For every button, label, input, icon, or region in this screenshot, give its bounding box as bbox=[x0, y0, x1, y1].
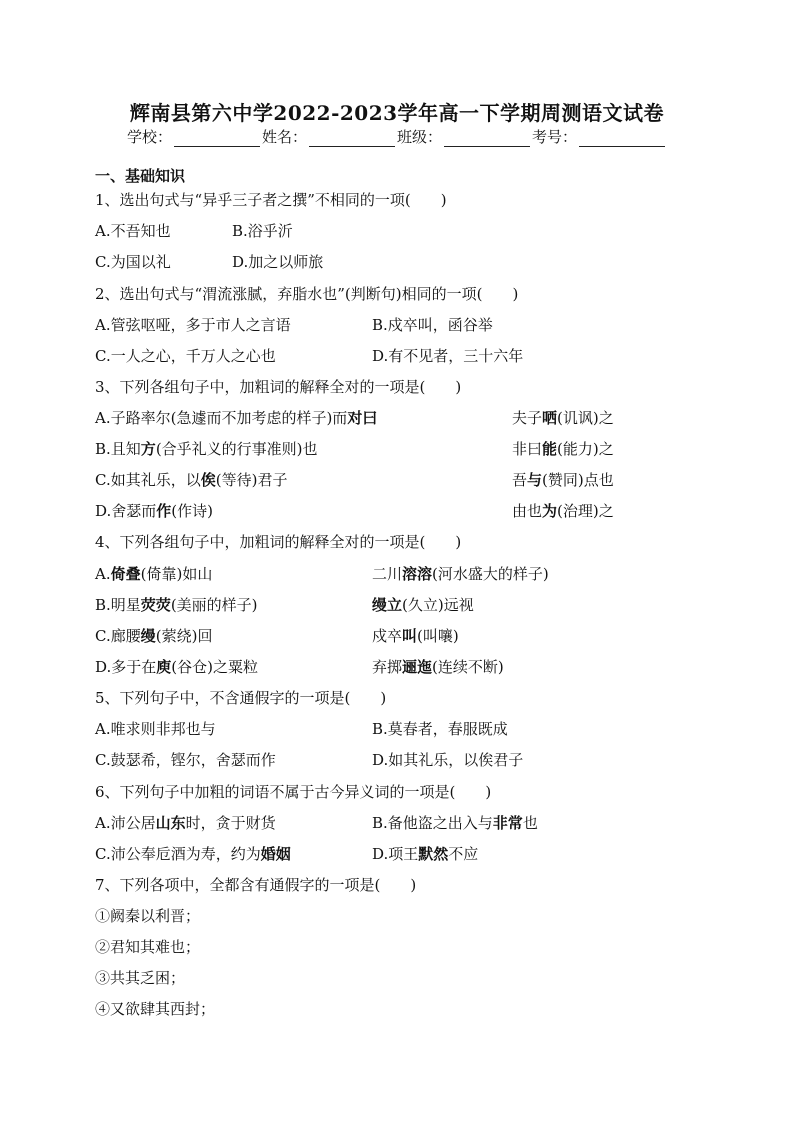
exam-number-label: 考号： bbox=[532, 128, 578, 146]
q4-c-right-bold: 叫 bbox=[402, 627, 418, 645]
q6-option-a bbox=[95, 814, 276, 832]
q4-option-c bbox=[95, 625, 695, 646]
q3-c-right-gloss: (赞同)点也 bbox=[542, 471, 614, 489]
q5-option-a: A.唯求则非邦也与 bbox=[95, 720, 216, 738]
exam-number-field bbox=[532, 126, 667, 147]
school-label: 学校： bbox=[126, 128, 172, 146]
q5-option-d: D.如其礼乐，以俟君子 bbox=[372, 751, 524, 769]
q7-item-1: ①阙秦以利晋； bbox=[95, 907, 201, 925]
q4-c-bold: 缦 bbox=[140, 627, 156, 645]
q3-b-gloss: (合乎礼义的行事准则)也 bbox=[155, 440, 318, 458]
q6-d-tail: 不应 bbox=[448, 845, 479, 863]
class-field bbox=[397, 126, 532, 147]
q3-b-right-bold: 能 bbox=[542, 440, 558, 458]
q3-option-b bbox=[95, 438, 695, 459]
q3-a-text: A.子路率尔(急遽而不加考虑的样子)而 bbox=[95, 409, 348, 427]
q4-a-right-text: 二川 bbox=[372, 565, 403, 583]
student-info-row bbox=[0, 126, 794, 147]
q3-c-right-bold: 与 bbox=[527, 471, 543, 489]
q4-b-text: B.明星 bbox=[95, 596, 141, 614]
q3-option-c bbox=[95, 469, 695, 490]
q4-d-right bbox=[372, 656, 504, 677]
q3-a-right-bold: 哂 bbox=[542, 409, 558, 427]
class-blank[interactable] bbox=[444, 130, 530, 147]
q3-a-right-gloss: (讥讽)之 bbox=[557, 409, 614, 427]
q4-c-gloss: (萦绕)回 bbox=[155, 627, 213, 645]
q3-a-right-text: 夫子 bbox=[512, 409, 543, 427]
q2-option-c: C.一人之心，千万人之心也 bbox=[95, 347, 276, 365]
class-label: 班级： bbox=[397, 128, 443, 146]
q1-option-b: B.浴乎沂 bbox=[232, 222, 293, 240]
q7-item-3: ③共其乏困； bbox=[95, 969, 186, 987]
q4-b-right-gloss: (久立)远视 bbox=[402, 596, 474, 614]
q4-d-right-text: 弃掷 bbox=[372, 658, 403, 676]
question-5-stem: 5、下列句子中，不含通假字的一项是( ) bbox=[95, 689, 387, 707]
q4-b-right bbox=[372, 594, 474, 615]
q3-d-right-text: 由也 bbox=[512, 502, 543, 520]
q6-a-bold: 山东 bbox=[155, 814, 186, 832]
q6-a-text: A.沛公居 bbox=[95, 814, 156, 832]
q3-c-bold: 俟 bbox=[200, 471, 216, 489]
q6-d-bold: 默然 bbox=[418, 845, 449, 863]
q7-item-2: ②君知其难也； bbox=[95, 938, 201, 956]
q4-b-right-bold: 缦立 bbox=[372, 596, 403, 614]
q3-c-right bbox=[512, 469, 614, 490]
school-field bbox=[127, 126, 262, 147]
q3-d-right-bold: 为 bbox=[542, 502, 558, 520]
q4-a-right-bold: 溶溶 bbox=[402, 565, 433, 583]
q3-d-right-gloss: (治理)之 bbox=[557, 502, 614, 520]
q4-a-text: A. bbox=[95, 565, 111, 583]
q3-b-text: B.且知 bbox=[95, 440, 141, 458]
q4-a-right bbox=[372, 563, 549, 584]
q4-d-right-bold: 逦迤 bbox=[402, 658, 433, 676]
q3-option-a bbox=[95, 407, 695, 428]
q1-option-d: D.加之以师旅 bbox=[232, 253, 324, 271]
q5-option-c: C.鼓瑟希，铿尔，舍瑟而作 bbox=[95, 751, 276, 769]
q3-d-text: D.舍瑟而 bbox=[95, 502, 157, 520]
q3-d-right bbox=[512, 500, 614, 521]
q3-c-text: C.如其礼乐，以 bbox=[95, 471, 201, 489]
question-6-options-row2 bbox=[95, 843, 695, 864]
q1-option-c: C.为国以礼 bbox=[95, 253, 171, 271]
q2-option-a: A.管弦呕哑，多于市人之言语 bbox=[95, 316, 291, 334]
q6-option-c bbox=[95, 845, 291, 863]
q3-b-right bbox=[512, 438, 614, 459]
q6-b-text: B.备他盗之出入与 bbox=[372, 814, 493, 832]
question-2-options-row2 bbox=[95, 345, 695, 366]
q4-option-d bbox=[95, 656, 695, 677]
q4-c-right-gloss: (叫嚷) bbox=[417, 627, 459, 645]
question-5-options-row1 bbox=[95, 718, 695, 739]
q6-b-tail: 也 bbox=[522, 814, 538, 832]
q6-c-bold: 婚姻 bbox=[260, 845, 291, 863]
q1-option-a: A.不吾知也 bbox=[95, 222, 171, 240]
q3-b-bold: 方 bbox=[140, 440, 156, 458]
name-blank[interactable] bbox=[309, 130, 395, 147]
q3-a-bold: 对曰 bbox=[347, 409, 378, 427]
q4-b-gloss: (美丽的样子) bbox=[170, 596, 258, 614]
q6-c-text: C.沛公奉卮酒为寿，约为 bbox=[95, 845, 261, 863]
q4-d-right-gloss: (连续不断) bbox=[432, 658, 504, 676]
q3-c-right-text: 吾 bbox=[512, 471, 528, 489]
page-title: 辉南县第六中学2022-2023学年高一下学期周测语文试卷 bbox=[129, 101, 665, 125]
q4-option-b bbox=[95, 594, 695, 615]
q4-option-a bbox=[95, 563, 695, 584]
q4-c-right-text: 戍卒 bbox=[372, 627, 403, 645]
exam-number-blank[interactable] bbox=[579, 130, 665, 147]
school-blank[interactable] bbox=[174, 130, 260, 147]
q4-a-right-gloss: (河水盛大的样子) bbox=[432, 565, 549, 583]
q4-c-right bbox=[372, 625, 459, 646]
q4-d-gloss: (谷仓)之粟粒 bbox=[171, 658, 258, 676]
question-6-options-row1 bbox=[95, 812, 695, 833]
q6-d-text: D.项王 bbox=[372, 845, 419, 863]
q4-c-text: C.廊腰 bbox=[95, 627, 141, 645]
q2-option-b: B.戍卒叫，函谷举 bbox=[372, 316, 493, 334]
q3-a-right bbox=[512, 407, 614, 428]
name-field bbox=[262, 126, 397, 147]
question-4-stem: 4、下列各组句子中，加粗词的解释全对的一项是( ) bbox=[95, 533, 462, 551]
q3-d-bold: 作 bbox=[156, 502, 172, 520]
q3-d-gloss: (作诗) bbox=[171, 502, 213, 520]
q3-option-d bbox=[95, 500, 695, 521]
q4-d-bold: 庾 bbox=[156, 658, 172, 676]
q4-a-gloss: (倚靠)如山 bbox=[140, 565, 213, 583]
q6-b-bold: 非常 bbox=[492, 814, 523, 832]
section-heading: 一、基础知识 bbox=[95, 167, 186, 185]
q6-option-b bbox=[372, 812, 538, 833]
question-6-stem: 6、下列句子中加粗的词语不属于古今异义词的一项是( ) bbox=[95, 783, 492, 801]
question-5-options-row2 bbox=[95, 749, 695, 770]
name-label: 姓名： bbox=[261, 128, 307, 146]
q4-b-bold: 荧荧 bbox=[140, 596, 171, 614]
q4-d-text: D.多于在 bbox=[95, 658, 157, 676]
q6-a-tail: 时，贪于财货 bbox=[185, 814, 276, 832]
question-3-stem: 3、下列各组句子中，加粗词的解释全对的一项是( ) bbox=[95, 378, 462, 396]
q3-c-gloss: (等待)君子 bbox=[215, 471, 288, 489]
q6-option-d bbox=[372, 843, 478, 864]
question-1-stem: 1、选出句式与“异乎三子者之撰”不相同的一项( ) bbox=[95, 191, 447, 209]
question-2-stem: 2、选出句式与“渭流涨腻，弃脂水也”(判断句)相同的一项( ) bbox=[95, 285, 519, 303]
q4-a-bold: 倚叠 bbox=[110, 565, 141, 583]
q2-option-d: D.有不见者，三十六年 bbox=[372, 347, 524, 365]
q3-b-right-text: 非曰 bbox=[512, 440, 543, 458]
question-2-options-row1 bbox=[95, 314, 695, 335]
question-7-stem: 7、下列各项中，全都含有通假字的一项是( ) bbox=[95, 876, 417, 894]
q3-b-right-gloss: (能力)之 bbox=[557, 440, 614, 458]
q5-option-b: B.莫春者，春服既成 bbox=[372, 720, 508, 738]
q7-item-4: ④又欲肆其西封； bbox=[95, 1000, 216, 1018]
